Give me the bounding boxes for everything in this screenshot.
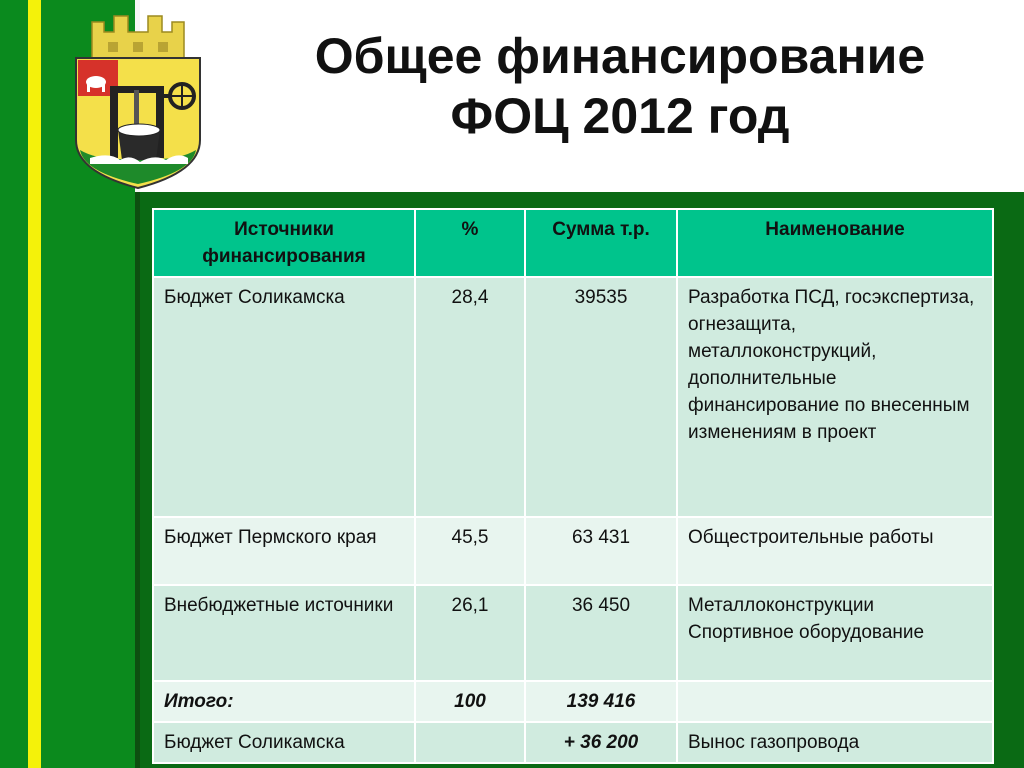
header-sources: Источники финансирования: [153, 209, 415, 277]
cell-percent: [415, 722, 525, 763]
coat-of-arms-icon: [70, 12, 206, 194]
cell-amount: 63 431: [525, 517, 677, 585]
cell-percent: 45,5: [415, 517, 525, 585]
cell-source: Бюджет Пермского края: [153, 517, 415, 585]
page-title: [230, 26, 1010, 146]
title-line-1: Общее финансирование: [314, 28, 926, 84]
cell-total-amount: 139 416: [525, 681, 677, 722]
cell-source: Бюджет Соликамска: [153, 277, 415, 517]
header-purpose: Наименование: [677, 209, 993, 277]
cell-source: Внебюджетные источники: [153, 585, 415, 681]
left-green-stripe: [0, 0, 28, 768]
cell-purpose: Общестроительные работы: [677, 517, 993, 585]
table-row: [153, 722, 993, 763]
cell-total-label: Итого:: [153, 681, 415, 722]
cell-purpose: Металлоконструкции Спортивное оборудование: [677, 585, 993, 681]
table-row-total: [153, 681, 993, 722]
table-header-row: [153, 209, 993, 277]
table-row: [153, 585, 993, 681]
cell-total-purpose: [677, 681, 993, 722]
cell-total-percent: 100: [415, 681, 525, 722]
cell-percent: 28,4: [415, 277, 525, 517]
left-yellow-stripe: [28, 0, 41, 768]
title-line-2: ФОЦ 2012 год: [450, 88, 790, 144]
header-amount: Сумма т.р.: [525, 209, 677, 277]
cell-amount: + 36 200: [525, 722, 677, 763]
header-percent: %: [415, 209, 525, 277]
cell-purpose: Вынос газопровода: [677, 722, 993, 763]
table-row: [153, 277, 993, 517]
cell-source: Бюджет Соликамска: [153, 722, 415, 763]
cell-purpose: Разработка ПСД, госэкспертиза, огнезащита, металлоконструкций, дополнительные финансирование по внесенным изменениям в проект: [677, 277, 993, 517]
financing-table: [152, 208, 994, 764]
cell-amount: 36 450: [525, 585, 677, 681]
cell-percent: 26,1: [415, 585, 525, 681]
cell-amount: 39535: [525, 277, 677, 517]
table-row: [153, 517, 993, 585]
